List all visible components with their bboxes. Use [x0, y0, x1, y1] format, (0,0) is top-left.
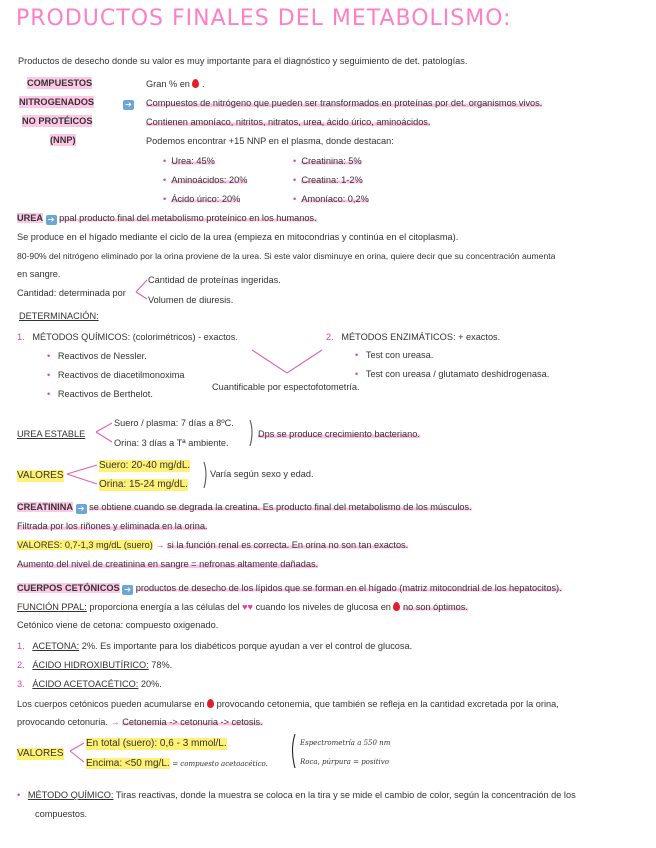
metodo-quimico: • MÉTODO QUÍMICO: Tiras reactivas, donde la muestra se coloca en la tira y se mide el cambio de color, según la concentración de los [17, 790, 576, 800]
arrow-icon: ➔ [46, 215, 57, 225]
npn-line-3: Contienen amoníaco, nitritos, nitratos, urea, ácido úrico, aminoácidos. [146, 117, 431, 127]
arrow-icon: ➔ [122, 585, 133, 595]
cetonicos-valores-1: En total (suero): 0,6 - 3 mmol/L. [86, 738, 227, 749]
creatinina-line-1: CREATININA ➔ se obtiene cuando se degrada la creatina. Es producto final del metabolismo de los músculos. [17, 502, 472, 513]
urea-valores-note: Varía según sexo y edad. [210, 469, 314, 479]
cetonicos-line-1: CUERPOS CETÓNICOS ➔ productos de desecho de los lípidos que se forman en el hígado (matriz mitocondrial de los hepatocitos). [17, 583, 562, 594]
hand-note-2: Roca, púrpura = positivo [300, 758, 389, 766]
npn-list-left-1: • Urea: 45% [163, 156, 215, 166]
urea-estable-label: UREA ESTABLE [17, 429, 86, 439]
npn-label-3: NO PROTÉICOS [22, 116, 93, 126]
creatinina-line-2: Filtrada por los riñones y eliminada en la orina. [17, 521, 208, 531]
page-title: PRODUCTOS FINALES DEL METABOLISMO: [16, 6, 512, 31]
hand-note-1: Espectrometría a 550 nm [300, 739, 391, 747]
urea-valores-label: VALORES [17, 470, 64, 481]
cetonicos-item-1: 1. ACETONA: 2%. Es importante para los diabéticos porque ayudan a ver el control de glucosa. [17, 641, 413, 651]
urea-estable-1: Suero / plasma: 7 días a 8ºC. [114, 418, 234, 428]
quimicos-title: 1. MÉTODOS QUÍMICOS: (colorimétricos) - exactos. [17, 332, 238, 342]
npn-list-left-3: • Ácido úrico: 20% [163, 194, 241, 204]
determinacion-heading: DETERMINACIÓN: [19, 311, 99, 321]
enzimaticos-item-2: • Test con ureasa / glutamato deshidrogenasa. [355, 369, 550, 379]
cetonicos-valores-label: VALORES [17, 748, 64, 759]
npn-label-1: COMPUESTOS [27, 78, 93, 88]
npn-list-right-1: • Creatinina: 5% [293, 156, 362, 166]
npn-list-right-2: • Creatina: 1-2% [293, 175, 363, 185]
npn-label-2: NITROGENADOS [19, 97, 95, 107]
enzimaticos-title: 2. MÉTODOS ENZIMÁTICOS: + exactos. [326, 332, 501, 342]
urea-cantidad-label: Cantidad: determinada por [17, 288, 126, 298]
urea-valores-1: Suero: 20-40 mg/dL. [99, 460, 191, 471]
npn-line-1: Gran % en . [146, 79, 205, 89]
cetonicos-item-2: 2. ÁCIDO HIDROXIBUTÍRICO: 78%. [17, 660, 173, 670]
urea-line-2: Se produce en el hígado mediante el ciclo de la urea (empieza en mitocondrias y continúa en el citoplasma). [17, 232, 459, 242]
cetonicos-funcion: FUNCIÓN PPAL: proporciona energía a las células del ♥♥ cuando los niveles de glucosa en no son óptimos. [17, 602, 468, 612]
creatinina-valores: VALORES: 0,7-1,3 mg/dL (suero) → si la función renal es correcta. En orina no son tan exactos. [17, 540, 409, 550]
cetonicos-line-3: Cetónico viene de cetona: compuesto oxigenado. [17, 620, 219, 630]
cetonicos-item-3: 3. ÁCIDO ACETOACÉTICO: 20%. [17, 679, 162, 689]
creatinina-line-4: Aumento del nivel de creatinina en sangre = nefronas altamente dañadas. [17, 559, 319, 569]
urea-line-4: en sangre. [17, 269, 61, 279]
npn-line-2: Compuestos de nitrógeno que pueden ser transformados en proteínas por det. organismos vivos. [146, 98, 543, 108]
arrow-icon: ➔ [123, 97, 134, 110]
urea-estable-note: Dps se produce crecimiento bacteriano. [258, 429, 420, 439]
cuantificable-text: Cuantificable por espectofotometría. [212, 382, 360, 392]
npn-line-4: Podemos encontrar +15 NNP en el plasma, donde destacan: [146, 136, 394, 146]
urea-line-1: UREA ➔ ppal producto final del metabolismo proteínico en los humanos. [17, 213, 317, 224]
urea-cantidad-2: Volumen de diuresis. [148, 295, 234, 305]
urea-valores-2: Orina: 15-24 mg/dL. [99, 479, 188, 490]
quimicos-item-2: • Reactivos de diacetilmonoxima [47, 370, 185, 380]
enzimaticos-item-1: • Test con ureasa. [355, 350, 434, 360]
npn-label-4: (NNP) [50, 135, 76, 145]
cetonicos-line-5: Los cuerpos cetónicos pueden acumularse en provocando cetonemia, que también se refleja en la cantidad excretada por la orina, [17, 699, 559, 709]
arrow-icon: ➔ [76, 504, 87, 514]
intro-text: Productos de desecho donde su valor es muy importante para el diagnóstico y seguimiento de det. patologías. [18, 56, 468, 66]
metodo-quimico-2: compuestos. [35, 809, 88, 819]
cetonicos-valores-2: Encima: <50 mg/L. = compuesto acetoacético. [86, 758, 268, 769]
urea-estable-2: Orina: 3 días a Tª ambiente. [114, 438, 229, 448]
cetonicos-line-6: provocando cetonuria. → Cetonemia -> cetonuria -> cetosis. [17, 717, 263, 727]
quimicos-item-1: • Reactivos de Nessler. [47, 351, 147, 361]
npn-list-right-3: • Amoníaco: 0,2% [293, 194, 369, 204]
urea-line-3: 80-90% del nitrógeno eliminado por la orina proviene de la urea. Si este valor disminuye en orina, quiere decir que su concentración aumenta [17, 251, 556, 261]
quimicos-item-3: • Reactivos de Berthelot. [47, 389, 153, 399]
urea-cantidad-1: Cantidad de proteínas ingeridas. [148, 275, 281, 285]
npn-list-left-2: • Aminoácidos: 20% [163, 175, 248, 185]
brain-heart-icon: ♥♥ [242, 602, 253, 612]
